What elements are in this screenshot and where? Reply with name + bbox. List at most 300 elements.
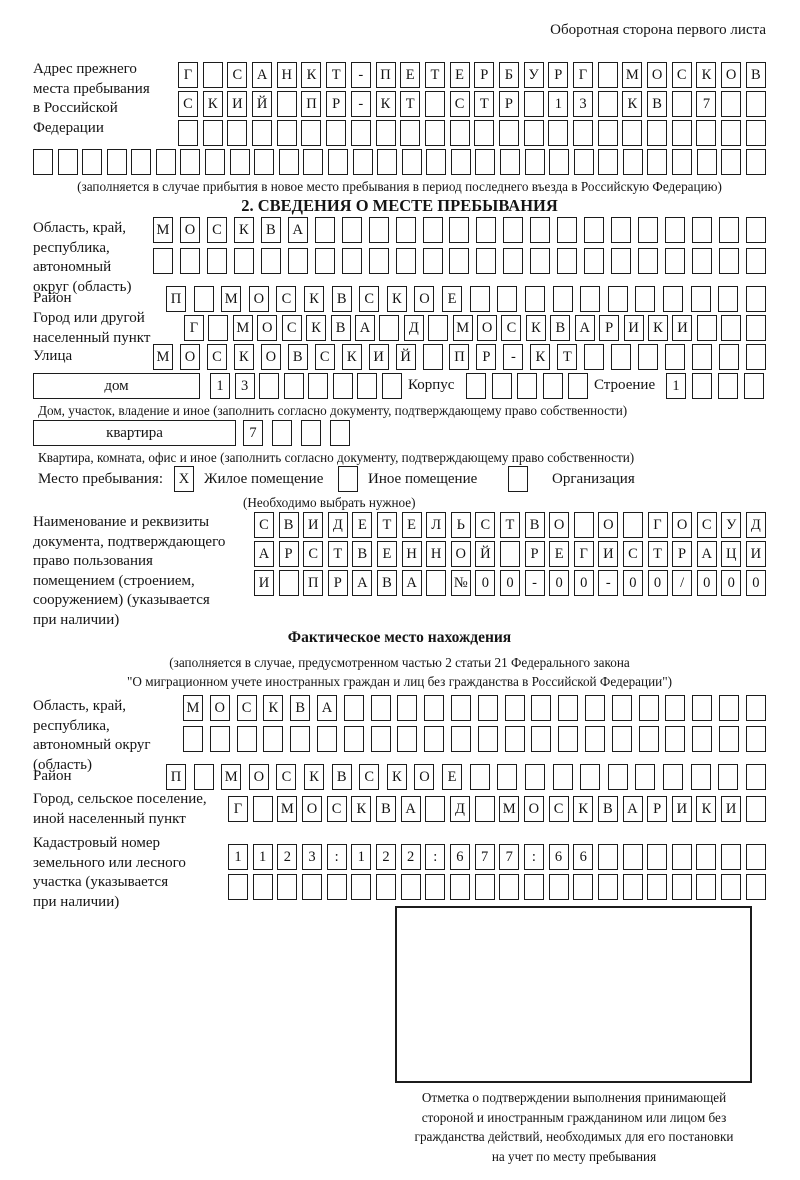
- char-cell[interactable]: [696, 874, 716, 900]
- char-cell[interactable]: Е: [442, 764, 462, 790]
- char-cell[interactable]: 1: [351, 844, 371, 870]
- char-cell[interactable]: М: [499, 796, 519, 822]
- char-cell[interactable]: [423, 248, 443, 274]
- char-cell[interactable]: [672, 874, 692, 900]
- char-cell[interactable]: И: [721, 796, 741, 822]
- char-cell[interactable]: К: [304, 764, 324, 790]
- char-cell[interactable]: В: [332, 286, 352, 312]
- char-cell[interactable]: Р: [326, 91, 346, 117]
- char-cell[interactable]: [424, 695, 444, 721]
- char-cell[interactable]: К: [234, 217, 254, 243]
- char-cell[interactable]: В: [550, 315, 570, 341]
- char-cell[interactable]: [344, 695, 364, 721]
- char-cell[interactable]: Г: [574, 541, 594, 567]
- char-cell[interactable]: [272, 420, 292, 446]
- char-cell[interactable]: [691, 764, 711, 790]
- char-cell[interactable]: [228, 874, 248, 900]
- char-cell[interactable]: В: [746, 62, 766, 88]
- char-cell[interactable]: [568, 373, 588, 399]
- char-cell[interactable]: [663, 286, 683, 312]
- char-cell[interactable]: 1: [228, 844, 248, 870]
- char-cell[interactable]: 0: [623, 570, 643, 596]
- doc-row-3[interactable]: [254, 570, 766, 596]
- char-cell[interactable]: [746, 91, 766, 117]
- char-cell[interactable]: М: [183, 695, 203, 721]
- char-cell[interactable]: С: [207, 217, 227, 243]
- char-cell[interactable]: П: [301, 91, 321, 117]
- char-cell[interactable]: 0: [697, 570, 717, 596]
- char-cell[interactable]: [623, 844, 643, 870]
- char-cell[interactable]: Т: [400, 91, 420, 117]
- char-cell[interactable]: С: [327, 796, 347, 822]
- char-cell[interactable]: [261, 248, 281, 274]
- char-cell[interactable]: [543, 373, 563, 399]
- char-cell[interactable]: [746, 315, 766, 341]
- char-cell[interactable]: -: [598, 570, 618, 596]
- char-cell[interactable]: [580, 286, 600, 312]
- char-cell[interactable]: Р: [279, 541, 299, 567]
- char-cell[interactable]: [210, 726, 230, 752]
- char-cell[interactable]: [500, 541, 520, 567]
- char-cell[interactable]: [608, 286, 628, 312]
- char-cell[interactable]: [719, 248, 739, 274]
- char-cell[interactable]: О: [257, 315, 277, 341]
- char-cell[interactable]: [58, 149, 78, 175]
- char-cell[interactable]: [426, 149, 446, 175]
- char-cell[interactable]: [288, 248, 308, 274]
- char-cell[interactable]: С: [276, 764, 296, 790]
- char-cell[interactable]: [611, 344, 631, 370]
- dom-number-row[interactable]: [210, 373, 402, 399]
- char-cell[interactable]: [425, 874, 445, 900]
- char-cell[interactable]: 1: [253, 844, 273, 870]
- char-cell[interactable]: [746, 286, 766, 312]
- char-cell[interactable]: Й: [252, 91, 272, 117]
- char-cell[interactable]: В: [377, 570, 397, 596]
- char-cell[interactable]: В: [288, 344, 308, 370]
- char-cell[interactable]: [466, 373, 486, 399]
- prev-address-row-4[interactable]: [33, 149, 766, 175]
- char-cell[interactable]: [622, 120, 642, 146]
- char-cell[interactable]: Б: [499, 62, 519, 88]
- char-cell[interactable]: [585, 726, 605, 752]
- char-cell[interactable]: О: [477, 315, 497, 341]
- char-cell[interactable]: Т: [425, 62, 445, 88]
- char-cell[interactable]: Р: [328, 570, 348, 596]
- char-cell[interactable]: [327, 874, 347, 900]
- char-cell[interactable]: [721, 874, 741, 900]
- char-cell[interactable]: И: [598, 541, 618, 567]
- char-cell[interactable]: [277, 874, 297, 900]
- char-cell[interactable]: В: [376, 796, 396, 822]
- char-cell[interactable]: Г: [184, 315, 204, 341]
- char-cell[interactable]: [598, 120, 618, 146]
- char-cell[interactable]: У: [524, 62, 544, 88]
- char-cell[interactable]: :: [327, 844, 347, 870]
- char-cell[interactable]: [549, 874, 569, 900]
- char-cell[interactable]: [315, 248, 335, 274]
- char-cell[interactable]: [672, 844, 692, 870]
- char-cell[interactable]: [746, 217, 766, 243]
- char-cell[interactable]: К: [387, 286, 407, 312]
- char-cell[interactable]: [263, 726, 283, 752]
- char-cell[interactable]: В: [331, 315, 351, 341]
- char-cell[interactable]: [290, 726, 310, 752]
- char-cell[interactable]: [746, 344, 766, 370]
- char-cell[interactable]: В: [352, 541, 372, 567]
- char-cell[interactable]: [33, 149, 53, 175]
- char-cell[interactable]: [558, 695, 578, 721]
- char-cell[interactable]: 3: [573, 91, 593, 117]
- char-cell[interactable]: [342, 217, 362, 243]
- kadastr-row-1[interactable]: [228, 844, 766, 870]
- char-cell[interactable]: Л: [426, 512, 446, 538]
- char-cell[interactable]: [598, 91, 618, 117]
- char-cell[interactable]: В: [261, 217, 281, 243]
- char-cell[interactable]: С: [697, 512, 717, 538]
- char-cell[interactable]: [553, 286, 573, 312]
- char-cell[interactable]: [492, 373, 512, 399]
- char-cell[interactable]: [284, 373, 304, 399]
- char-cell[interactable]: К: [263, 695, 283, 721]
- char-cell[interactable]: [505, 726, 525, 752]
- char-cell[interactable]: Е: [442, 286, 462, 312]
- char-cell[interactable]: К: [573, 796, 593, 822]
- char-cell[interactable]: [524, 874, 544, 900]
- char-cell[interactable]: [301, 420, 321, 446]
- char-cell[interactable]: 7: [696, 91, 716, 117]
- char-cell[interactable]: [277, 91, 297, 117]
- char-cell[interactable]: А: [401, 796, 421, 822]
- char-cell[interactable]: [252, 120, 272, 146]
- char-cell[interactable]: К: [203, 91, 223, 117]
- char-cell[interactable]: [475, 874, 495, 900]
- char-cell[interactable]: [548, 120, 568, 146]
- korpus-row[interactable]: [466, 373, 588, 399]
- char-cell[interactable]: [598, 874, 618, 900]
- char-cell[interactable]: [303, 149, 323, 175]
- char-cell[interactable]: [476, 217, 496, 243]
- char-cell[interactable]: [746, 120, 766, 146]
- char-cell[interactable]: А: [252, 62, 272, 88]
- char-cell[interactable]: Г: [178, 62, 198, 88]
- char-cell[interactable]: [665, 726, 685, 752]
- char-cell[interactable]: [153, 248, 173, 274]
- char-cell[interactable]: [208, 315, 228, 341]
- char-cell[interactable]: И: [369, 344, 389, 370]
- char-cell[interactable]: [382, 373, 402, 399]
- raion-row[interactable]: [166, 286, 766, 312]
- char-cell[interactable]: В: [290, 695, 310, 721]
- char-cell[interactable]: Р: [672, 541, 692, 567]
- char-cell[interactable]: А: [402, 570, 422, 596]
- char-cell[interactable]: Е: [549, 541, 569, 567]
- char-cell[interactable]: [573, 874, 593, 900]
- char-cell[interactable]: [721, 91, 741, 117]
- char-cell[interactable]: 7: [243, 420, 263, 446]
- char-cell[interactable]: [691, 286, 711, 312]
- char-cell[interactable]: М: [622, 62, 642, 88]
- fact-oblast-row-1[interactable]: [183, 695, 766, 721]
- char-cell[interactable]: [82, 149, 102, 175]
- char-cell[interactable]: Н: [426, 541, 446, 567]
- char-cell[interactable]: В: [647, 91, 667, 117]
- char-cell[interactable]: [718, 764, 738, 790]
- char-cell[interactable]: [107, 149, 127, 175]
- char-cell[interactable]: [425, 120, 445, 146]
- char-cell[interactable]: 2: [401, 844, 421, 870]
- char-cell[interactable]: [156, 149, 176, 175]
- char-cell[interactable]: [692, 695, 712, 721]
- char-cell[interactable]: [692, 248, 712, 274]
- char-cell[interactable]: -: [503, 344, 523, 370]
- char-cell[interactable]: С: [282, 315, 302, 341]
- char-cell[interactable]: [194, 286, 214, 312]
- char-cell[interactable]: [207, 248, 227, 274]
- char-cell[interactable]: И: [227, 91, 247, 117]
- char-cell[interactable]: П: [166, 286, 186, 312]
- char-cell[interactable]: Г: [648, 512, 668, 538]
- char-cell[interactable]: О: [414, 764, 434, 790]
- char-cell[interactable]: [692, 344, 712, 370]
- char-cell[interactable]: [612, 726, 632, 752]
- char-cell[interactable]: К: [526, 315, 546, 341]
- char-cell[interactable]: [131, 149, 151, 175]
- char-cell[interactable]: [315, 217, 335, 243]
- char-cell[interactable]: И: [254, 570, 274, 596]
- char-cell[interactable]: [623, 512, 643, 538]
- char-cell[interactable]: [746, 149, 766, 175]
- char-cell[interactable]: [531, 726, 551, 752]
- char-cell[interactable]: К: [530, 344, 550, 370]
- char-cell[interactable]: [746, 726, 766, 752]
- char-cell[interactable]: -: [525, 570, 545, 596]
- char-cell[interactable]: 3: [235, 373, 255, 399]
- char-cell[interactable]: Й: [475, 541, 495, 567]
- char-cell[interactable]: [308, 373, 328, 399]
- char-cell[interactable]: [517, 373, 537, 399]
- char-cell[interactable]: О: [180, 344, 200, 370]
- char-cell[interactable]: 6: [573, 844, 593, 870]
- stroenie-row[interactable]: [666, 373, 764, 399]
- checkbox-zhiloe[interactable]: X: [174, 466, 194, 492]
- char-cell[interactable]: 1: [548, 91, 568, 117]
- char-cell[interactable]: [612, 695, 632, 721]
- char-cell[interactable]: [580, 764, 600, 790]
- char-cell[interactable]: [333, 373, 353, 399]
- char-cell[interactable]: [719, 695, 739, 721]
- char-cell[interactable]: С: [315, 344, 335, 370]
- char-cell[interactable]: [598, 62, 618, 88]
- char-cell[interactable]: [503, 248, 523, 274]
- char-cell[interactable]: [525, 286, 545, 312]
- char-cell[interactable]: [328, 149, 348, 175]
- char-cell[interactable]: [635, 286, 655, 312]
- checkbox-organizatsiya[interactable]: [508, 466, 528, 492]
- char-cell[interactable]: Е: [400, 62, 420, 88]
- char-cell[interactable]: К: [696, 62, 716, 88]
- char-cell[interactable]: [424, 726, 444, 752]
- char-cell[interactable]: 1: [666, 373, 686, 399]
- char-cell[interactable]: [203, 120, 223, 146]
- char-cell[interactable]: 0: [549, 570, 569, 596]
- char-cell[interactable]: [450, 120, 470, 146]
- char-cell[interactable]: [719, 217, 739, 243]
- char-cell[interactable]: О: [261, 344, 281, 370]
- char-cell[interactable]: [451, 726, 471, 752]
- char-cell[interactable]: [497, 764, 517, 790]
- char-cell[interactable]: [611, 217, 631, 243]
- char-cell[interactable]: Й: [396, 344, 416, 370]
- char-cell[interactable]: П: [449, 344, 469, 370]
- char-cell[interactable]: [623, 149, 643, 175]
- char-cell[interactable]: [611, 248, 631, 274]
- char-cell[interactable]: [475, 149, 495, 175]
- char-cell[interactable]: [665, 217, 685, 243]
- char-cell[interactable]: [721, 120, 741, 146]
- char-cell[interactable]: О: [414, 286, 434, 312]
- char-cell[interactable]: [639, 726, 659, 752]
- prev-address-row-2[interactable]: [178, 91, 766, 117]
- char-cell[interactable]: [342, 248, 362, 274]
- char-cell[interactable]: С: [303, 541, 323, 567]
- char-cell[interactable]: [692, 726, 712, 752]
- char-cell[interactable]: О: [210, 695, 230, 721]
- char-cell[interactable]: С: [623, 541, 643, 567]
- char-cell[interactable]: [451, 695, 471, 721]
- char-cell[interactable]: А: [254, 541, 274, 567]
- char-cell[interactable]: [500, 149, 520, 175]
- char-cell[interactable]: И: [303, 512, 323, 538]
- char-cell[interactable]: Т: [328, 541, 348, 567]
- char-cell[interactable]: [746, 796, 766, 822]
- char-cell[interactable]: О: [249, 764, 269, 790]
- char-cell[interactable]: [503, 217, 523, 243]
- char-cell[interactable]: Т: [648, 541, 668, 567]
- char-cell[interactable]: 0: [574, 570, 594, 596]
- fact-oblast-row-2[interactable]: [183, 726, 766, 752]
- char-cell[interactable]: 7: [475, 844, 495, 870]
- char-cell[interactable]: [692, 217, 712, 243]
- char-cell[interactable]: [474, 120, 494, 146]
- char-cell[interactable]: [524, 120, 544, 146]
- char-cell[interactable]: [449, 248, 469, 274]
- char-cell[interactable]: О: [451, 541, 471, 567]
- char-cell[interactable]: [397, 726, 417, 752]
- char-cell[interactable]: М: [233, 315, 253, 341]
- char-cell[interactable]: Г: [573, 62, 593, 88]
- char-cell[interactable]: К: [648, 315, 668, 341]
- char-cell[interactable]: [277, 120, 297, 146]
- char-cell[interactable]: [344, 726, 364, 752]
- char-cell[interactable]: [721, 149, 741, 175]
- char-cell[interactable]: [254, 149, 274, 175]
- char-cell[interactable]: [672, 149, 692, 175]
- char-cell[interactable]: [721, 844, 741, 870]
- char-cell[interactable]: А: [355, 315, 375, 341]
- char-cell[interactable]: [476, 248, 496, 274]
- char-cell[interactable]: [746, 248, 766, 274]
- char-cell[interactable]: В: [279, 512, 299, 538]
- char-cell[interactable]: Г: [228, 796, 248, 822]
- char-cell[interactable]: [178, 120, 198, 146]
- gorod-row[interactable]: [184, 315, 766, 341]
- char-cell[interactable]: [585, 695, 605, 721]
- char-cell[interactable]: [301, 120, 321, 146]
- char-cell[interactable]: [470, 286, 490, 312]
- char-cell[interactable]: Р: [476, 344, 496, 370]
- doc-row-1[interactable]: [254, 512, 766, 538]
- char-cell[interactable]: [376, 120, 396, 146]
- char-cell[interactable]: [376, 874, 396, 900]
- char-cell[interactable]: Р: [647, 796, 667, 822]
- char-cell[interactable]: [326, 120, 346, 146]
- char-cell[interactable]: 0: [475, 570, 495, 596]
- char-cell[interactable]: [450, 874, 470, 900]
- char-cell[interactable]: Т: [557, 344, 577, 370]
- char-cell[interactable]: [719, 344, 739, 370]
- char-cell[interactable]: В: [332, 764, 352, 790]
- char-cell[interactable]: Е: [402, 512, 422, 538]
- char-cell[interactable]: [351, 120, 371, 146]
- char-cell[interactable]: [574, 512, 594, 538]
- char-cell[interactable]: М: [153, 344, 173, 370]
- char-cell[interactable]: [353, 149, 373, 175]
- char-cell[interactable]: [647, 874, 667, 900]
- char-cell[interactable]: [718, 373, 738, 399]
- char-cell[interactable]: [549, 149, 569, 175]
- char-cell[interactable]: [396, 248, 416, 274]
- char-cell[interactable]: 6: [450, 844, 470, 870]
- char-cell[interactable]: О: [598, 512, 618, 538]
- char-cell[interactable]: [475, 796, 495, 822]
- char-cell[interactable]: [696, 120, 716, 146]
- char-cell[interactable]: Е: [450, 62, 470, 88]
- char-cell[interactable]: А: [317, 695, 337, 721]
- char-cell[interactable]: С: [672, 62, 692, 88]
- char-cell[interactable]: [697, 149, 717, 175]
- char-cell[interactable]: [203, 62, 223, 88]
- char-cell[interactable]: Т: [500, 512, 520, 538]
- char-cell[interactable]: [259, 373, 279, 399]
- char-cell[interactable]: [400, 120, 420, 146]
- char-cell[interactable]: С: [254, 512, 274, 538]
- char-cell[interactable]: М: [221, 764, 241, 790]
- char-cell[interactable]: К: [234, 344, 254, 370]
- char-cell[interactable]: 6: [549, 844, 569, 870]
- char-cell[interactable]: А: [288, 217, 308, 243]
- char-cell[interactable]: [665, 248, 685, 274]
- char-cell[interactable]: О: [647, 62, 667, 88]
- char-cell[interactable]: К: [622, 91, 642, 117]
- char-cell[interactable]: К: [306, 315, 326, 341]
- char-cell[interactable]: [719, 726, 739, 752]
- char-cell[interactable]: П: [303, 570, 323, 596]
- char-cell[interactable]: А: [352, 570, 372, 596]
- char-cell[interactable]: [746, 695, 766, 721]
- char-cell[interactable]: [525, 764, 545, 790]
- char-cell[interactable]: П: [166, 764, 186, 790]
- char-cell[interactable]: М: [277, 796, 297, 822]
- char-cell[interactable]: С: [501, 315, 521, 341]
- char-cell[interactable]: К: [304, 286, 324, 312]
- char-cell[interactable]: [423, 217, 443, 243]
- char-cell[interactable]: [180, 248, 200, 274]
- char-cell[interactable]: О: [549, 512, 569, 538]
- char-cell[interactable]: Р: [525, 541, 545, 567]
- char-cell[interactable]: В: [598, 796, 618, 822]
- char-cell[interactable]: С: [178, 91, 198, 117]
